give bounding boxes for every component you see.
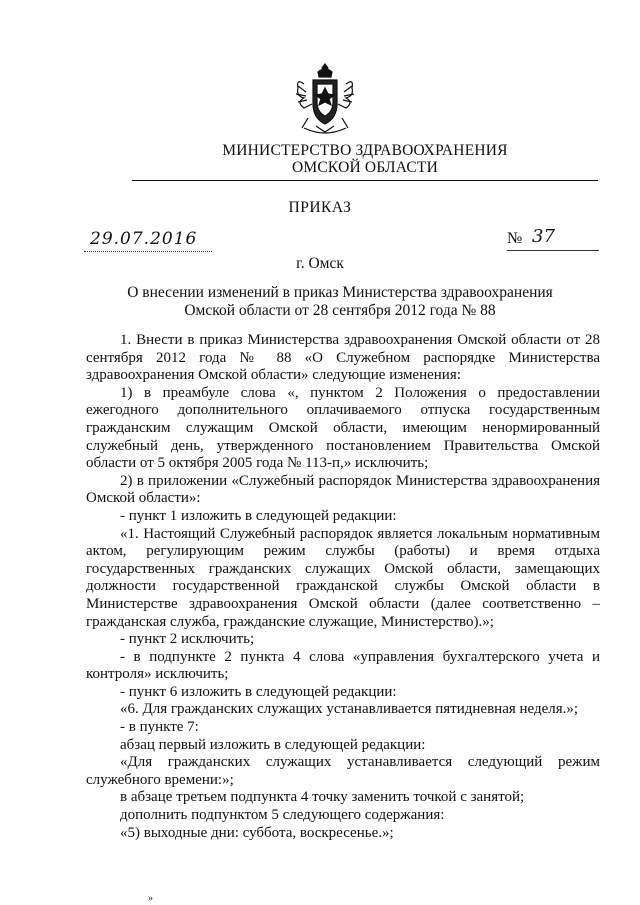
body-paragraph: в абзаце третьем подпункта 4 точку заменить точкой с занятой; [120, 789, 525, 806]
ministry-name-line1: МИНИСТЕРСТВО ЗДРАВООХРАНЕНИЯ [222, 142, 508, 159]
body-paragraph: «1. Настоящий Служебный распорядок является локальным нормативным актом, регулирующим режим службы (работы) и время отдыха государственных гражданских служащих Омской области, замещающих должности государственной гражданской службы Омской области в Министерстве здравоохранения Омской области (далее соответственно – гражданская служба, гражданские служащие, Министерство).»; [86, 525, 600, 630]
body-paragraph: дополнить подпунктом 5 следующего содержания: [120, 807, 445, 824]
document-type-title: ПРИКАЗ [288, 199, 352, 216]
body-paragraph: абзац первый изложить в следующей редакции: [120, 736, 426, 753]
order-number: 37 [532, 226, 555, 247]
footer-mark: » [148, 893, 153, 904]
order-subject: О внесении изменений в приказ Министерства здравоохранения Омской области от 28 сентября 2012 года № 88 [127, 284, 553, 319]
header-divider [132, 180, 598, 181]
body-paragraph: - в подпункте 2 пункта 4 слова «управления бухгалтерского учета и контроля» исключить; [86, 648, 600, 683]
body-paragraph: 2) в приложении «Служебный распорядок Министерства здравоохранения Омской области»: [86, 472, 600, 507]
body-paragraph: - в пункте 7: [120, 719, 199, 736]
order-body [86, 332, 600, 842]
body-paragraph: «Для гражданских служащих устанавливается следующий режим служебного времени:»; [86, 754, 600, 788]
body-paragraph: «6. Для гражданских служащих устанавливается пятидневная неделя.»; [120, 701, 579, 718]
order-number-label: № [507, 230, 523, 247]
body-paragraph: - пункт 6 изложить в следующей редакции: [120, 683, 397, 700]
body-paragraph: - пункт 2 исключить; [120, 631, 255, 648]
order-date: 29.07.2016 [90, 229, 198, 249]
ministry-name-line2: ОМСКОЙ ОБЛАСТИ [292, 159, 438, 176]
date-underline [84, 251, 212, 252]
coat-of-arms-icon [294, 62, 356, 136]
body-paragraph: 1. Внести в приказ Министерства здравоохранения Омской области от 28 сентября 2012 года № 88 «О Служебном распорядке Министерства здравоохранения Омской области» следующие изменения: [86, 332, 600, 384]
body-paragraph: - пункт 1 изложить в следующей редакции: [120, 507, 397, 524]
body-paragraph: 1) в преамбуле слова «, пунктом 2 Положения о предоставлении ежегодного дополнительного оплачиваемого отпуска государственным гражданским служащим Омской области, имеющим ненормированный служебный день, утвержденного постановлением Правительства Омской области от 5 октября 2005 года № 113-п,» исключить; [86, 384, 600, 472]
body-paragraph: «5) выходные дни: суббота, воскресенье.»; [120, 824, 394, 841]
number-underline [507, 250, 599, 251]
city-name: г. Омск [296, 255, 344, 272]
